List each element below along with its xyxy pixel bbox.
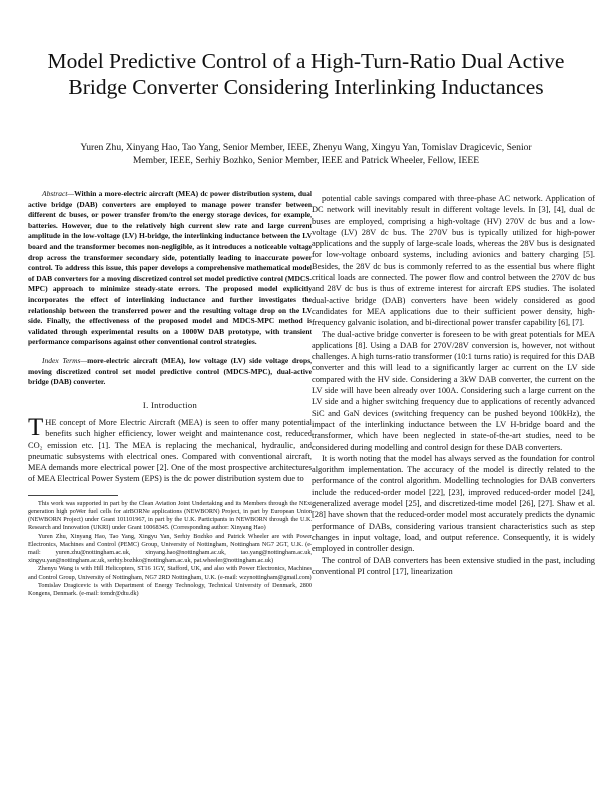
abstract-text: Within a more-electric aircraft (MEA) dc power distribution system, dual active bridge (DAB) converters are employed to manage power transfer between different dc buses, or power transfer from/to the energy storage devices, for example, batteries. However, due to the relatively high current slew rate and large current amplitude in the low-voltage (LV) H-bridge, the interlinking inductance between the LV board and the transformer becomes non-negligible, as it introduces a noticeable voltage drop across the transformer secondary side, potentially leading to inaccurate power control. To address this issue, this paper develops a comprehensive mathematical model of DAB converters for a moving discretized control set model predictive control (MDCS-MPC) approach to minimize steady-state errors. The proposed model explicitly incorporates the effect of interlinking inductance and further investigates the relationship between the transferred power and the resulting voltage drop on the LV side. Finally, the effectiveness of the proposed model and MDCS-MPC method is validated through experimental results on a 1000W DAB prototype, with transient performance comparisons against other conventional control strategies. <box>28 189 312 347</box>
intro-paragraph <box>28 413 312 485</box>
abstract <box>28 189 312 348</box>
author-list: Yuren Zhu, Xinyang Hao, Tao Yang, Senior Member, IEEE, Zhenyu Wang, Xingyu Yan, Tomislav Dragicevic, Senior Member, IEEE, Serhiy Bozhko, Senior Member, IEEE and Patrick Wheeler, Fellow, IEEE <box>80 142 532 166</box>
body-paragraph: The control of DAB converters has been extensive studied in the past, including conventional PI control [17], linearization <box>312 555 595 576</box>
footnote-affiliation-pemc: Yuren Zhu, Xinyang Hao, Tao Yang, Xingyu Yan, Serhiy Bozhko and Patrick Wheeler are with Power Electronics, Machines and Control (PEMC) Group, University of Nottingham, Nottingham NG7 2GT, U.K. (e-mail: yuren.zhu@nottingham.ac.uk, xinyang.hao@nottingham.ac.uk, tao.yang@nottingham.ac.uk, xingyu.yan@nottingham.ac.uk, serhiy.bozhko@nottingham.ac.uk, pat.wheeler@nottingham.ac.uk) <box>28 532 312 565</box>
footnote-divider <box>28 495 118 496</box>
body-paragraph: The dual-active bridge converter is foreseen to be with great potentials for MEA applications [8]. Using a DAB for 270V/28V conversion is, however, not without challenges. A high turns-ratio transformer (10:1 turns ratio) is required for this DAB converter and this will lead to a significantly larger ac current on the LV side compared with the HV side. Considering a 3kW DAB converter, the current on the LV side will have been already over 100A. Considering such a large current on the LV side and a higher switching frequency due to applications of recently advanced SiC and GaN devices (switching frequency can be pushed beyond 100kHz), the impact of the interlinking inductance between the LV H-bridge board and the transformer, which have been neglected in state-of-the-art studies, need to be considered during modelling and control design for these DAB converters. <box>312 329 595 452</box>
footnote-affiliation-hill: Zhenyu Wang is with Hill Helicopters, ST16 1GY, Stafford, UK, and also with Power Electronics, Machines and Control Group, University of Nottingham, NG7 2RD Nottingham, U.K. (e-mail: wzynottingham@gmail.com) <box>28 565 312 581</box>
body-paragraph: potential cable savings compared with three-phase AC network. Application of DC network will inevitably result in different voltage levels. In [3], [4], dual dc buses are employed, comprising a high-voltage (HV) 270V dc bus and a low-voltage (LV) 28V dc bus. The 270V bus is typically utilized for high-power applications and the supply of large-scale loads, whereas the 28V bus is designated for low-voltage onboard systems, including avionics and battery charging [5]. Besides, the 28V dc bus is commonly referred to as the essential bus where flight critical loads are connected. The power flow and control between the 270V dc bus and 28V dc bus is thus of extreme interest for aircraft EPS studies. The isolated dual-active bridge (DAB) converters have been widely considered as good candidates for MEA applications due to their sufficient power density, high-frequency galvanic isolation, and bi-directional power transfer capability [6], [7]. <box>312 194 595 328</box>
index-terms-text: more-electric aircraft (MEA), low voltage (LV) side voltage drops, moving discretized control set model predictive control (MDCS-MPC), dual-active bridge (DAB) converter. <box>28 355 312 387</box>
body-paragraph: It is worth noting that the model has always served as the foundation for control algorithm implementation. The accuracy of the model is directly related to the performance of the control algorithm. Modelling technologies for DAB converters include the reduced-order model [22], [23], improved reduced-order model [24], generalized average model [25], and discretized-time model [26], [27]. Shaw et al. [28] have shown that the reduced-order model most accurately predicts the dynamic performance of DABs, considering various transient characteristics such as step changes in input voltage, load, and output reference. Consequently, it is widely employed in controller design. <box>312 453 595 554</box>
drop-cap: T <box>28 413 44 441</box>
index-terms <box>28 356 312 388</box>
footnote-affiliation-dtu: Tomislav Dragicevic is with Department of Energy Technology, Technical University of Denmark, 2800 Kongens, Denmark. (e-mail: tomdr@dtu.dk) <box>28 581 312 597</box>
intro-paragraph-text: HE concept of More Electric Aircraft (MEA) is seen to offer many potential benefits such higher efficiency, lower weight and maintenance cost, reduced CO₂ emission etc. [1]. The MEA is replacing the mechanical, hydraulic, and pneumatic subsystems with electrical ones. Compared with conventional aircraft, MEA demands more electrical power [2]. One of the most prospective architectures of MEA Electrical Power System (EPS) is the dc power distribution system due to <box>28 417 312 484</box>
footnote-funding: This work was supported in part by the Clean Aviation Joint Undertaking and its Members through the NExt generation high poWer fuel cells for airBORNe applications (NEWBORN) Project, in part by European Union (NEWBORN Project) under Grant 101101967, in part by the U.K. Participants in NEWBORN through the U.K. Research and Innovation (UKRI) under Grant 10068345. (Corresponding author: Xinyang Hao) <box>28 499 312 532</box>
right-column <box>312 193 595 577</box>
abstract-label: Abstract— <box>42 189 75 198</box>
left-column <box>28 189 312 598</box>
section-heading-introduction: I. Introduction <box>142 399 198 410</box>
paper-title: Model Predictive Control of a High-Turn-Ratio Dual Active Bridge Converter Considering Interlinking Inductances <box>47 49 565 99</box>
index-terms-label: Index Terms— <box>42 355 88 365</box>
